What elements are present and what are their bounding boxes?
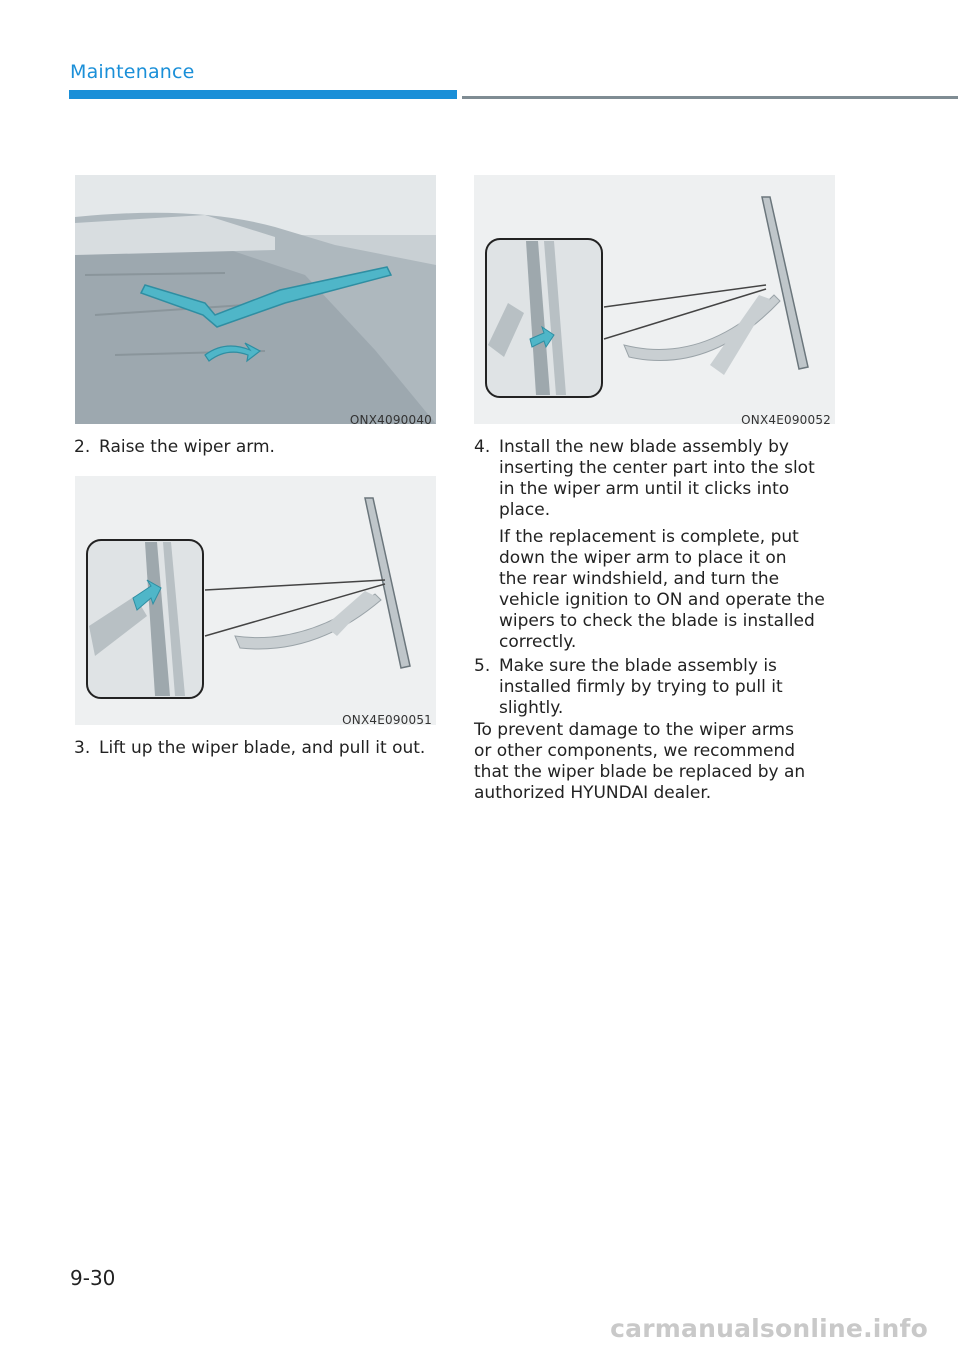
header-rule-blue — [69, 90, 457, 99]
step-text-line: Install the new blade assembly by — [499, 437, 789, 457]
figure-install-new-blade — [474, 175, 835, 424]
step-subtext-line: correctly. — [499, 632, 577, 652]
step-text-line: inserting the center part into the slot — [499, 458, 815, 478]
header-rule-grey — [462, 96, 958, 99]
watermark: carmanualsonline.info — [610, 1314, 928, 1343]
step-number: 3. — [74, 738, 91, 758]
step-5-body — [499, 656, 839, 719]
step-number: 5. — [474, 656, 491, 676]
page-number: 9-30 — [70, 1266, 116, 1290]
step-number: 2. — [74, 437, 91, 457]
note-line: that the wiper blade be replaced by an — [474, 762, 806, 782]
step-number: 4. — [474, 437, 491, 457]
step-text-line: slightly. — [499, 698, 564, 718]
step-2 — [74, 437, 436, 459]
step-4-body — [499, 437, 839, 653]
figure-caption: ONX4E090051 — [342, 713, 432, 727]
step-subtext-line: vehicle ignition to ON and operate the — [499, 590, 825, 610]
figure-caption: ONX4090040 — [349, 413, 432, 427]
step-subtext-line: down the wiper arm to place it on — [499, 548, 787, 568]
figure-caption: ONX4E090052 — [741, 413, 831, 427]
step-text-line: Make sure the blade assembly is — [499, 656, 777, 676]
note-paragraph — [474, 720, 836, 804]
step-text-line: in the wiper arm until it clicks into — [499, 479, 790, 499]
page-header-title: Maintenance — [70, 61, 195, 83]
figure-lift-wiper-blade — [75, 476, 436, 725]
note-line: or other components, we recommend — [474, 741, 796, 761]
figure-raise-wiper-arm — [75, 175, 436, 424]
note-line: To prevent damage to the wiper arms — [474, 720, 794, 740]
step-text-line: installed firmly by trying to pull it — [499, 677, 783, 697]
step-text: Raise the wiper arm. — [99, 437, 275, 457]
step-subtext-line: If the replacement is complete, put — [499, 527, 799, 547]
step-subtext-line: the rear windshield, and turn the — [499, 569, 780, 589]
step-text-line: place. — [499, 500, 551, 520]
step-subtext-line: wipers to check the blade is installed — [499, 611, 815, 631]
step-4 — [474, 437, 836, 652]
step-5 — [474, 656, 836, 722]
step-text: Lift up the wiper blade, and pull it out. — [99, 738, 426, 758]
note-line: authorized HYUNDAI dealer. — [474, 783, 712, 803]
step-3 — [74, 738, 446, 760]
